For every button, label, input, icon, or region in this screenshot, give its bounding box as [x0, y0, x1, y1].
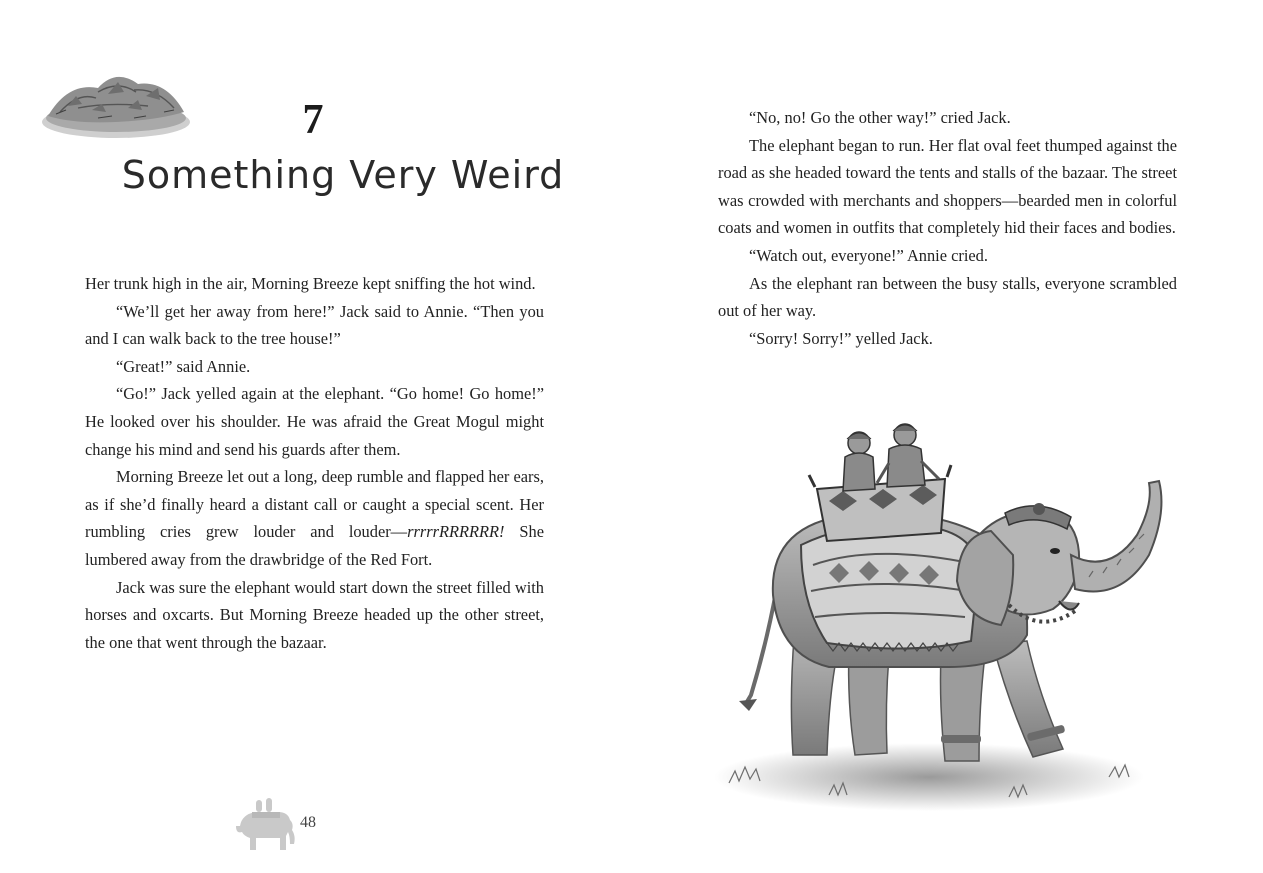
sound-effect: rrrrrRRRRRR! [407, 522, 505, 542]
paragraph: Jack was sure the elephant would start down the street filled with horses and oxcarts. But Morning Breeze headed up the other street, the one that went through the bazaar. [85, 577, 544, 652]
paragraph: Morning Breeze let out a long, deep rumble and flapped her ears, as if she’d finally heard a distant call or caught a special scent. Her rumbling cries grew louder and louder—rrrrrRRRRRR! She lumbered away from the drawbridge of the Red Fort. [85, 467, 544, 569]
paragraph: Her trunk high in the air, Morning Breeze kept sniffing the hot wind. [85, 274, 536, 293]
paragraph: “No, no! Go the other way!” cried Jack. [749, 108, 1011, 127]
left-page-text [85, 270, 544, 656]
paragraph: “We’ll get her away from here!” Jack said to Annie. “Then you and I can walk back to the tree house!” [85, 301, 544, 349]
chapter-title: Something Very Weird [121, 153, 565, 197]
paragraph: The elephant began to run. Her flat oval feet thumped against the road as she headed toward the tents and stalls of the bazaar. The street was crowded with merchants and shoppers—bearded men in colorful coats and women in outfits that completely hid their faces and bodies. [718, 135, 1177, 238]
elephant-silhouette-icon [232, 796, 298, 852]
elephant-with-riders-illustration [709, 405, 1187, 825]
paragraph: As the elephant ran between the busy stalls, everyone scrambled out of her way. [718, 273, 1177, 321]
paragraph: “Go!” Jack yelled again at the elephant. “Go home! Go home!” He looked over his shoulder. He was afraid the Great Mogul might change his mind and send his guards after them. [85, 384, 544, 459]
page-number: 48 [300, 814, 316, 831]
paragraph: “Watch out, everyone!” Annie cried. [749, 245, 988, 265]
right-page [631, 0, 1263, 873]
chapter-number: 7 [302, 97, 324, 143]
right-page-text [718, 104, 1177, 352]
paragraph: “Sorry! Sorry!” yelled Jack. [749, 328, 933, 348]
left-page [0, 0, 631, 873]
paragraph: “Great!” said Annie. [116, 356, 251, 376]
